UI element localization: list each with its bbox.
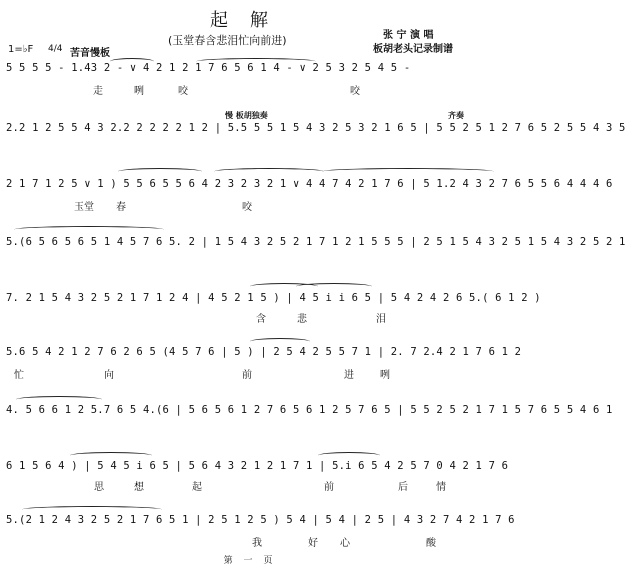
score-line-9 <box>6 514 515 534</box>
slur-arc <box>250 338 310 345</box>
lyric: 我 <box>252 538 262 549</box>
lyric: 进 <box>344 370 354 381</box>
slur-arc <box>196 58 316 65</box>
slur-arc <box>110 58 154 65</box>
lyric: 玉堂 <box>74 202 94 213</box>
notation-line-4: 5.(6 5 6 5 6 5 1 4 5 7 6 5. 2 | 1 5 4 3 2 5 2 1 7 1 2 1 5 5 5 | 2 5 1 5 4 3 2 5 1 5 4 3 2 5 2 1 <box>6 236 626 248</box>
lyric: 思 <box>94 482 104 493</box>
lyric: 咬 <box>178 86 188 97</box>
lyric: 想 <box>134 482 144 493</box>
slur-arc <box>318 452 380 459</box>
lyric: 起 <box>192 482 202 493</box>
score-line-8 <box>6 460 509 480</box>
score-line-2 <box>6 122 626 142</box>
notation-line-8: 6 1 5 6 4 ) | 5 4 5 i 6 5 | 5 6 4 3 2 1 2 1 7 1 | 5.i 6 5 4 2 5 7 0 4 2 1 7 6 <box>6 460 509 472</box>
slur-arc <box>16 396 102 403</box>
lyric: 酸 <box>426 538 436 549</box>
lyric: 忙 <box>14 370 24 381</box>
lyric: 悲 <box>297 314 307 325</box>
lyric: 含 <box>256 314 266 325</box>
page-title: 起解 <box>210 10 290 31</box>
lyric: 好 <box>308 538 318 549</box>
lyric: 咬 <box>350 86 360 97</box>
transcriber-credit: 板胡老头记录制谱 <box>373 44 453 55</box>
notation-line-9: 5.(2 1 2 4 3 2 5 2 1 7 6 5 1 | 2 5 1 2 5 ) 5 4 | 5 4 | 2 5 | 4 3 2 7 4 2 1 7 6 <box>6 514 515 526</box>
lyric: 咬 <box>242 202 252 213</box>
slur-arc <box>296 283 372 290</box>
slur-arc <box>214 168 324 175</box>
score-line-4 <box>6 236 626 256</box>
lyric: 情 <box>436 482 446 493</box>
lyric: 后 <box>398 482 408 493</box>
banhu-solo-marking: 慢 板胡独奏 <box>225 111 268 120</box>
lyric: 向 <box>104 370 114 381</box>
lyric: 咧 <box>380 370 390 381</box>
lyric: 前 <box>242 370 252 381</box>
tempo-marking: 苦音慢板 <box>70 48 110 59</box>
lyric: 心 <box>340 538 350 549</box>
notation-line-6: 5.6 5 4 2 1 2 7 6 2 6 5 (4 5 7 6 | 5 ) | 2 5 4 2 5 5 7 1 | 2. 7 2.4 2 1 7 6 1 2 <box>6 346 522 358</box>
slur-arc <box>322 168 494 175</box>
lyrics-line-6 <box>6 366 494 380</box>
lyrics-line-3 <box>6 198 494 212</box>
score-line-5 <box>6 292 541 312</box>
performer-credit: 张 宁 演 唱 <box>383 30 434 41</box>
score-line-6 <box>6 346 522 366</box>
slur-arc <box>14 226 164 233</box>
lyrics-line-9 <box>6 534 494 548</box>
notation-line-2: 2.2 1 2 5 5 4 3 2.2 2 2 2 2 1 2 | 5.5 5 5 1 5 4 3 2 5 3 2 1 6 5 | 5 5 2 5 1 2 7 6 5 2 5 5 4 3 5 <box>6 122 626 134</box>
notation-line-1: 5 5 5 5 - 1.43 2 - ∨ 4 2 1 2 1 7 6 5 6 1 4 - ∨ 2 5 3 2 5 4 5 - <box>6 62 411 74</box>
page-number: 第 一 页 <box>223 556 277 566</box>
lyric: 咧 <box>134 86 144 97</box>
lyric: 泪 <box>376 314 386 325</box>
slur-arc <box>22 506 162 513</box>
lyric: 前 <box>324 482 334 493</box>
lyrics-line-5 <box>6 310 494 324</box>
score-line-1 <box>6 62 494 82</box>
lyrics-line-1 <box>6 82 494 96</box>
slur-arc <box>70 452 152 459</box>
notation-line-3: 2 1 7 1 2 5 ∨ 1 ) 5 5 6 5 5 6 4 2 3 2 3 2 1 ∨ 4 4 7 4 2 1 7 6 | 5 1.2 4 3 2 7 6 5 5 6 4 4 4 6 <box>6 178 613 190</box>
score-line-7 <box>6 404 613 424</box>
key-signature: 1=♭F <box>8 44 34 55</box>
lyrics-line-8 <box>6 478 494 492</box>
score-line-3 <box>6 178 613 198</box>
slur-arc <box>118 168 202 175</box>
lyric: 走 <box>93 86 103 97</box>
tutti-marking: 齐奏 <box>448 111 464 120</box>
notation-line-7: 4. 5 6 6 1 2 5.7 6 5 4.(6 | 5 6 5 6 1 2 7 6 5 6 1 2 5 7 6 5 | 5 5 2 5 2 1 7 1 5 7 6 5 5 4 6 1 <box>6 404 613 416</box>
subtitle: (玉堂春含悲泪忙向前进) <box>168 34 287 47</box>
notation-line-5: 7. 2 1 5 4 3 2 5 2 1 7 1 2 4 | 4 5 2 1 5 ) | 4 5 i i 6 5 | 5 4 2 4 2 6 5.( 6 1 2 ) <box>6 292 541 304</box>
lyric: 春 <box>116 202 126 213</box>
time-signature: 4/4 <box>48 44 63 54</box>
